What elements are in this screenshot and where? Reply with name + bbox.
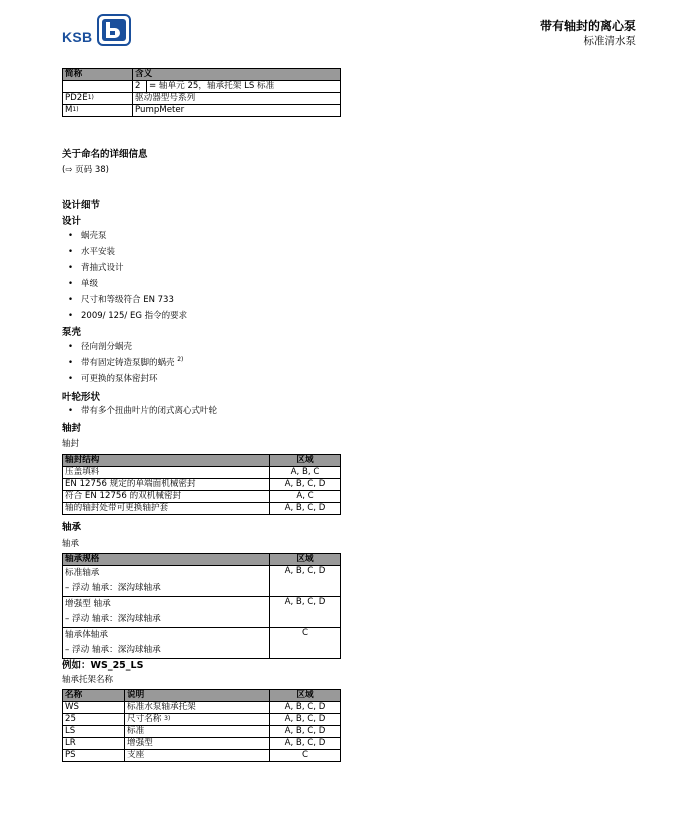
table-row: 轴的轴封处带可更换轴护套 A, B, C, D [63,503,341,515]
table-header: 轴封结构 [63,455,270,467]
list-item: • 水平安装 [62,244,187,260]
list-item: • 背抽式设计 [62,260,187,276]
list-item: • 蜗壳泵 [62,228,187,244]
design-list [62,228,187,324]
list-item: • 径向剖分蜗壳 [62,339,183,355]
bearing-bracket-table [62,689,341,762]
table-header: 区域 [270,690,341,702]
table-row: EN 12756 规定的单端面机械密封 A, B, C, D [63,479,341,491]
shaft-seal-table [62,454,341,515]
shaft-seal-heading: 轴封 [62,423,82,434]
table-header: 简称 [63,69,133,81]
shaft-seal-sub: 轴封 [62,439,80,449]
bearing-heading: 轴承 [62,522,82,533]
table-row: LR 增强型 A, B, C, D [63,738,341,750]
design-details-heading: 设计细节 [62,200,101,211]
table-row: $PD2E^{1)}$ 驱动器型号系列 [63,93,341,105]
casing-list [62,339,183,387]
table-header: 说明 [125,690,270,702]
page-title: 带有轴封的离心泵 [539,19,636,33]
table-row: 压盖填料 A, B, C [63,467,341,479]
table-row: LS 标准 A, B, C, D [63,726,341,738]
ksb-logo [62,18,132,48]
table-row: PS 支座 C [63,750,341,762]
naming-table [62,68,341,117]
list-item: • 2009/ 125/ EG 指令的要求 [62,308,187,324]
table-header: 区域 [270,455,341,467]
table-row: 轴承体轴承 – 浮动 轴承：深沟球轴承 C [63,628,341,659]
impeller-heading: 叶轮形状 [62,392,101,403]
list-item: • 带有固定铸造泵脚的蜗壳 $^{2)}$ [62,355,183,371]
table-header: 名称 [63,690,125,702]
table-row: 增强型 轴承 – 浮动 轴承：深沟球轴承 A, B, C, D [63,597,341,628]
list-item: • 单级 [62,276,187,292]
bearing-sub: 轴承 [62,539,80,549]
page-subtitle: 标准清水泵 [583,35,636,47]
list-item: • 带有多个扭曲叶片的闭式离心式叶轮 [62,403,217,419]
table-row: WS 标准水泵轴承托架 A, B, C, D [63,702,341,714]
ksb-b-icon [97,14,131,46]
list-item: • 可更换的泵体密封环 [62,371,183,387]
logo-text: KSB [62,29,93,45]
table-header: 轴承规格 [63,554,270,566]
table-header: 区域 [270,554,341,566]
table-row: $M^{1)}$ PumpMeter [63,105,341,117]
casing-heading: 泵壳 [62,327,82,338]
impeller-list [62,403,217,419]
design-heading: 设计 [62,216,82,227]
example-heading: 例如：WS_25_LS [62,660,144,671]
table-row: 符合 EN 12756 的双机械密封 A, C [63,491,341,503]
page-reference: (⇨ 页码 38) [62,165,109,175]
table-row: 2 = 轴单元 25，轴承托架 LS 标准 [63,81,341,93]
naming-details-heading: 关于命名的详细信息 [62,149,148,160]
table-header: 含义 [133,69,341,81]
example-sub: 轴承托架名称 [62,675,114,685]
list-item: • 尺寸和等级符合 EN 733 [62,292,187,308]
table-row: 25 尺寸名称 $^{3)}$ A, B, C, D [63,714,341,726]
table-row: 标准轴承 – 浮动 轴承：深沟球轴承 A, B, C, D [63,566,341,597]
bearing-table [62,553,341,659]
